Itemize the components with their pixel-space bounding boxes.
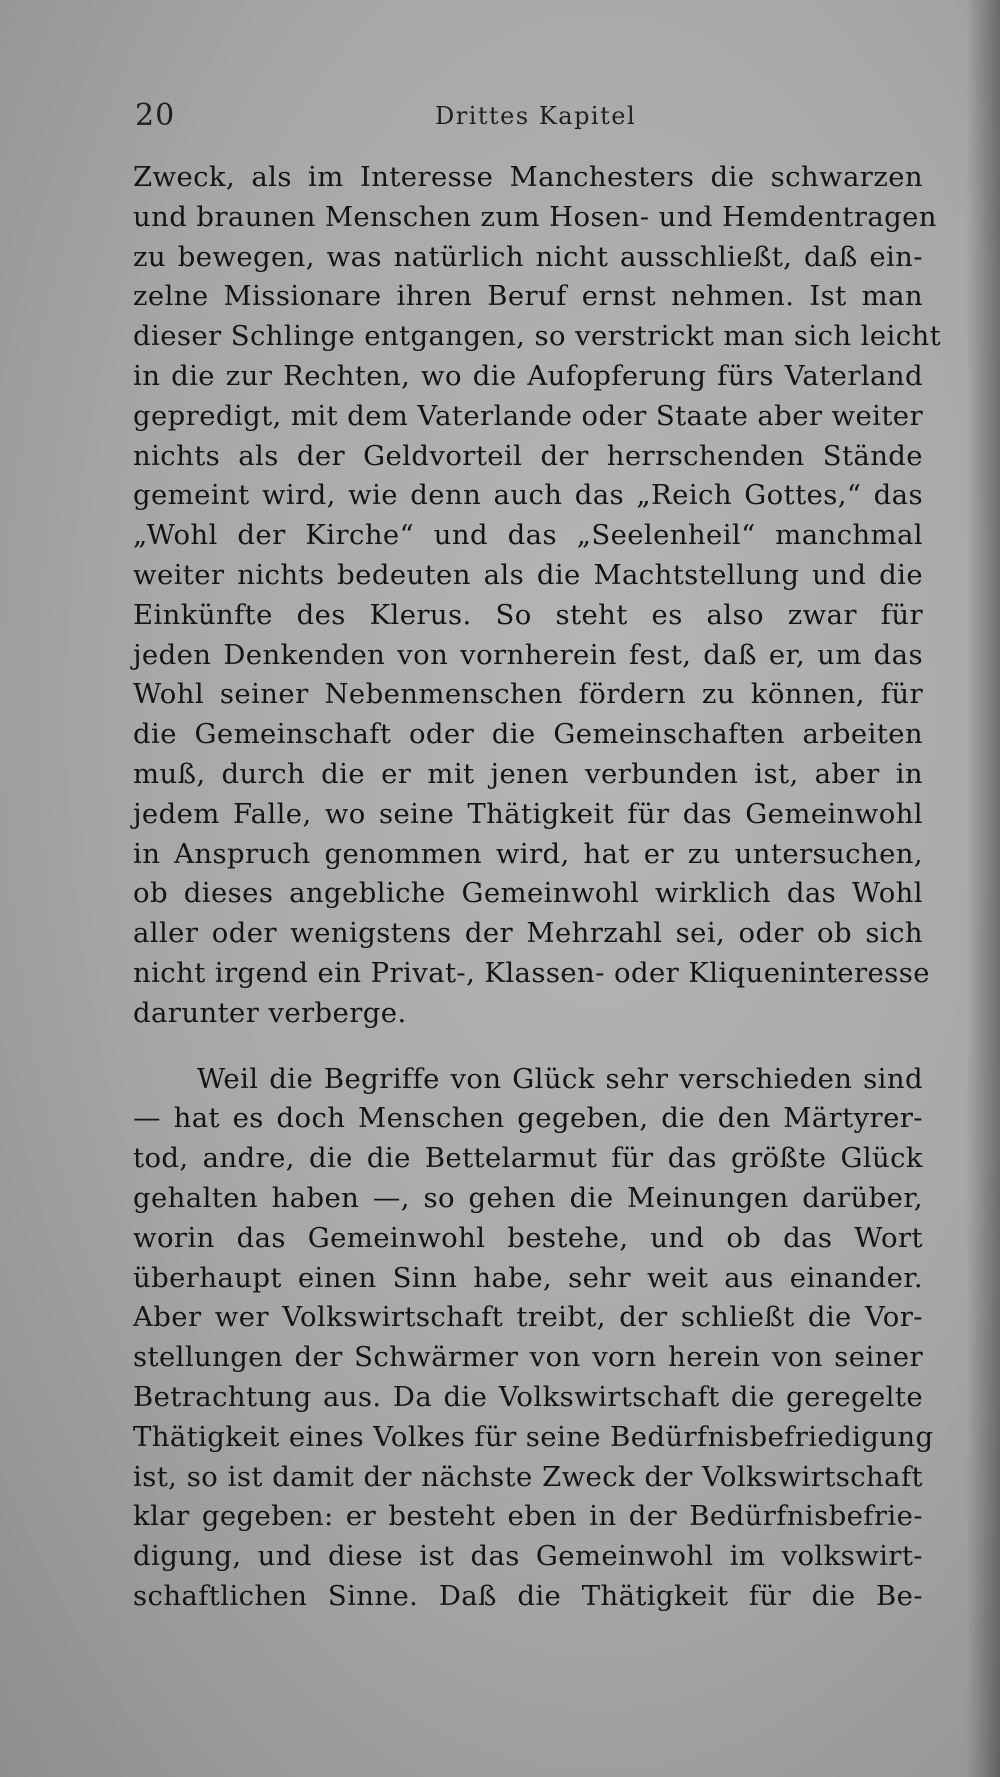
text-line: tod, andre, die die Bettelarmut für das größte Glück bbox=[133, 1142, 923, 1175]
text-line: weiter nichts bedeuten als die Machtstellung und die bbox=[133, 558, 923, 591]
text-line: muß, durch die er mit jenen verbunden ist, aber in bbox=[133, 757, 923, 790]
text-line: Aber wer Volkswirtschaft treibt, der schließt die Vor- bbox=[133, 1301, 923, 1334]
text-line: stellungen der Schwärmer von vorn herein von seiner bbox=[133, 1341, 923, 1374]
text-line: Wohl seiner Nebenmenschen fördern zu können, für bbox=[133, 678, 923, 711]
text-line: darunter verberge. bbox=[133, 996, 407, 1029]
text-line: gepredigt, mit dem Vaterlande oder Staate aber weiter bbox=[133, 399, 924, 432]
text-line: ob dieses angebliche Gemeinwohl wirklich das Wohl bbox=[133, 877, 923, 910]
text-line: Weil die Begriffe von Glück sehr verschieden sind bbox=[197, 1062, 923, 1095]
text-line: gehalten haben —, so gehen die Meinungen darüber, bbox=[133, 1181, 923, 1214]
text-line: zelne Missionare ihren Beruf ernst nehmen. Ist man bbox=[133, 280, 923, 313]
text-line: dieser Schlinge entgangen, so verstrickt man sich leicht bbox=[133, 320, 942, 353]
text-line: — hat es doch Menschen gegeben, die den Märtyrer- bbox=[133, 1102, 923, 1135]
running-head: Drittes Kapitel bbox=[435, 102, 637, 130]
text-line: in die zur Rechten, wo die Aufopferung fürs Vaterland bbox=[133, 359, 923, 392]
text-line: und braunen Menschen zum Hosen- und Hemdentragen bbox=[133, 200, 937, 233]
text-line: überhaupt einen Sinn habe, sehr weit aus einander. bbox=[133, 1261, 923, 1294]
text-line: „Wohl der Kirche“ und das „Seelenheil“ manchmal bbox=[133, 519, 923, 552]
text-line: nicht irgend ein Privat-, Klassen- oder Kliqueninteresse bbox=[133, 956, 930, 989]
text-line: digung, und diese ist das Gemeinwohl im volkswirt- bbox=[133, 1540, 923, 1573]
text-line: worin das Gemeinwohl bestehe, und ob das Wort bbox=[133, 1221, 923, 1254]
text-line: gemeint wird, wie denn auch das „Reich Gottes,“ das bbox=[133, 479, 923, 512]
text-line: nichts als der Geldvorteil der herrschenden Stände bbox=[133, 439, 923, 472]
text-line: in Anspruch genommen wird, hat er zu untersuchen, bbox=[133, 837, 923, 870]
text-line: Zweck, als im Interesse Manchesters die schwarzen bbox=[133, 161, 923, 193]
text-line: jedem Falle, wo seine Thätigkeit für das Gemeinwohl bbox=[133, 797, 923, 830]
paragraph-gap bbox=[133, 1034, 923, 1060]
text-line: jeden Denkenden von vornherein fest, daß er, um das bbox=[133, 638, 923, 671]
paragraph-2 bbox=[133, 1060, 934, 1617]
text-line: zu bewegen, was natürlich nicht ausschließt, daß ein- bbox=[133, 240, 923, 273]
text-line: die Gemeinschaft oder die Gemeinschaften arbeiten bbox=[133, 718, 923, 751]
page-number: 20 bbox=[135, 98, 176, 133]
page-header bbox=[135, 98, 855, 138]
text-line: klar gegeben: er besteht eben in der Bedürfnisbefrie- bbox=[133, 1500, 923, 1533]
body-text bbox=[133, 158, 942, 1617]
paragraph-1 bbox=[133, 158, 942, 1034]
text-line: ist, so ist damit der nächste Zweck der Volkswirtschaft bbox=[133, 1460, 923, 1493]
text-line: Betrachtung aus. Da die Volkswirtschaft die geregelte bbox=[133, 1380, 923, 1413]
text-line: schaftlichen Sinne. Daß die Thätigkeit für die Be- bbox=[133, 1579, 923, 1612]
text-line: Einkünfte des Klerus. So steht es also zwar für bbox=[133, 598, 923, 631]
text-line: aller oder wenigstens der Mehrzahl sei, oder ob sich bbox=[133, 917, 923, 950]
text-line: Thätigkeit eines Volkes für seine Bedürfnisbefriedigung bbox=[133, 1420, 934, 1453]
